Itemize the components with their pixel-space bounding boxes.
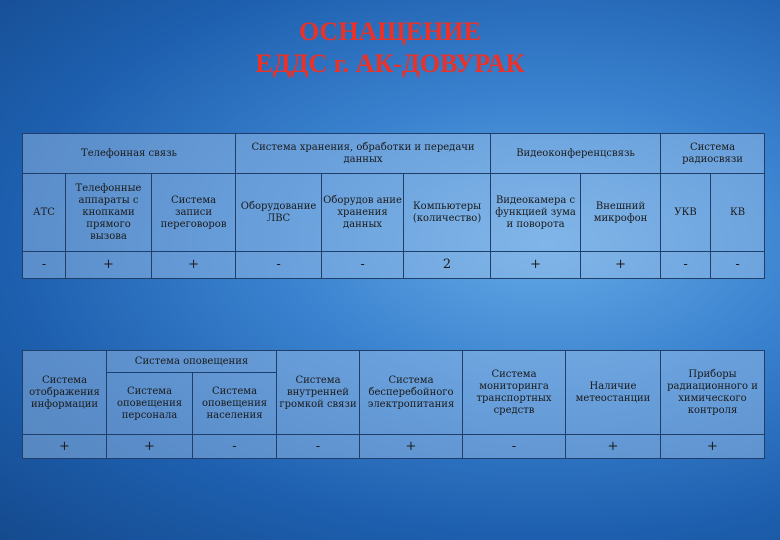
- page-title: [0, 16, 780, 80]
- header-recording: Система записи переговоров: [152, 174, 236, 252]
- value-phones: +: [66, 252, 152, 279]
- header-ukv: УКВ: [661, 174, 711, 252]
- value-power: +: [360, 435, 463, 459]
- value-loudspeaker: -: [277, 435, 360, 459]
- value-lan: -: [236, 252, 322, 279]
- group-phone: Телефонная связь: [23, 134, 236, 174]
- header-display: Система отображения информации: [23, 351, 107, 435]
- header-mic: Внешний микрофон: [581, 174, 661, 252]
- group-radio: Система радиосвязи: [661, 134, 765, 174]
- value-monitoring: -: [463, 435, 566, 459]
- header-warning-population: Система оповещения населения: [193, 373, 277, 435]
- header-storage-equipment: Оборудов ание хранения данных: [322, 174, 404, 252]
- value-display: +: [23, 435, 107, 459]
- value-radiation: +: [661, 435, 765, 459]
- value-computers: 2: [404, 252, 491, 279]
- group-warning: Система оповещения: [107, 351, 277, 373]
- page-title-line1: ОСНАЩЕНИЕ: [299, 17, 481, 46]
- value-mic: +: [581, 252, 661, 279]
- page-title-line2: ЕДДС г. АК-ДОВУРАК: [255, 49, 525, 78]
- value-storage-equipment: -: [322, 252, 404, 279]
- value-camera: +: [491, 252, 581, 279]
- value-ats: -: [23, 252, 66, 279]
- header-power: Система бесперебойного электропитания: [360, 351, 463, 435]
- header-camera: Видеокамера с функцией зума и поворота: [491, 174, 581, 252]
- value-weather: +: [566, 435, 661, 459]
- header-lan: Оборудование ЛВС: [236, 174, 322, 252]
- header-phones: Телефонные аппараты с кнопками прямого вызова: [66, 174, 152, 252]
- header-monitoring: Система мониторинга транспортных средств: [463, 351, 566, 435]
- equipment-table-2: [22, 350, 765, 459]
- value-recording: +: [152, 252, 236, 279]
- value-kv: -: [711, 252, 765, 279]
- header-radiation: Приборы радиационного и химического контроля: [661, 351, 765, 435]
- header-warning-staff: Система оповещения персонала: [107, 373, 193, 435]
- header-ats: АТС: [23, 174, 66, 252]
- header-weather: Наличие метеостанции: [566, 351, 661, 435]
- header-kv: КВ: [711, 174, 765, 252]
- group-storage: Система хранения, обработки и передачи данных: [236, 134, 491, 174]
- group-video: Видеоконференцсвязь: [491, 134, 661, 174]
- value-warning-staff: +: [107, 435, 193, 459]
- value-warning-population: -: [193, 435, 277, 459]
- value-ukv: -: [661, 252, 711, 279]
- equipment-table-1: [22, 133, 765, 279]
- header-computers: Компьютеры (количество): [404, 174, 491, 252]
- header-loudspeaker: Система внутренней громкой связи: [277, 351, 360, 435]
